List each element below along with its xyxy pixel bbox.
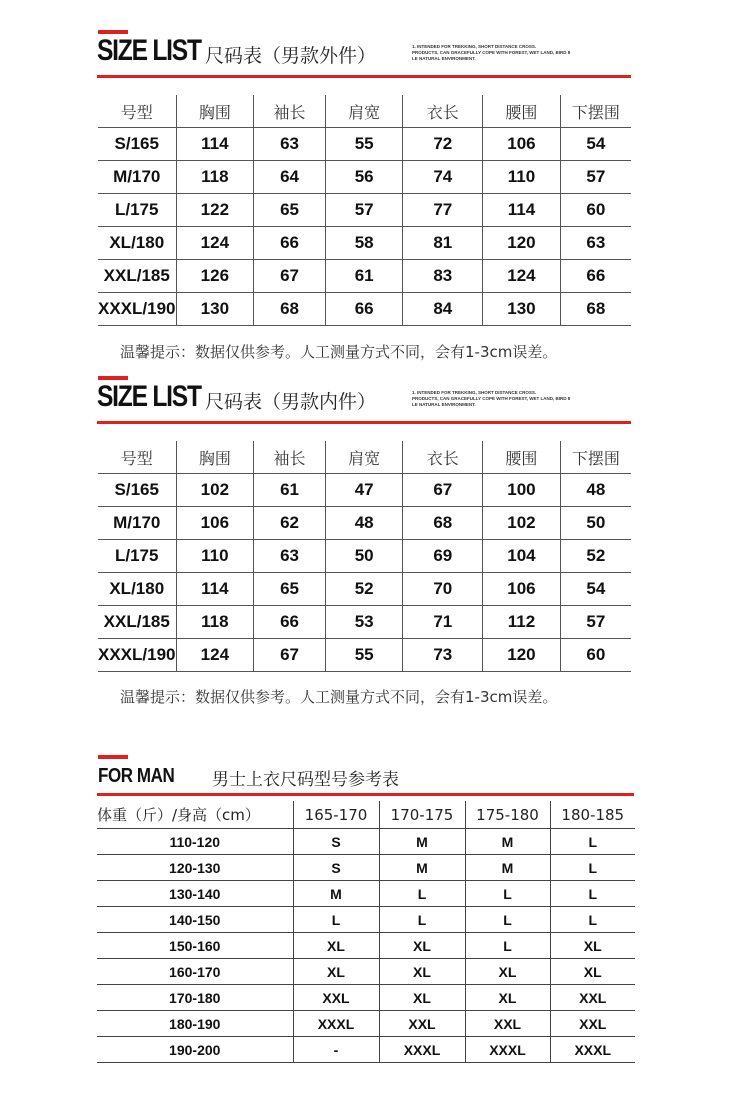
- table-cell: L: [293, 907, 379, 933]
- table-cell: 114: [176, 128, 254, 161]
- table-cell: 68: [403, 507, 483, 540]
- table-cell: XXL: [293, 985, 379, 1011]
- table-row: [97, 1037, 635, 1063]
- table-row: [98, 293, 631, 326]
- table-cell: XL: [379, 933, 465, 959]
- table-cell: L: [550, 829, 635, 855]
- header-cell: 体重（斤）/身高（cm）: [97, 801, 293, 829]
- table-cell: -: [293, 1037, 379, 1063]
- size-cell: M/170: [98, 161, 176, 194]
- table-cell: L: [550, 881, 635, 907]
- table-cell: 118: [176, 606, 254, 639]
- table-cell: 63: [560, 227, 631, 260]
- size-cell: XL/180: [98, 573, 176, 606]
- table-row: [98, 194, 631, 227]
- header-cell: 肩宽: [325, 95, 403, 128]
- table-cell: 68: [560, 293, 631, 326]
- size-cell: XL/180: [98, 227, 176, 260]
- section2-rule: [97, 421, 631, 424]
- table-row: [97, 881, 635, 907]
- table-cell: XL: [293, 959, 379, 985]
- table-cell: 118: [176, 161, 254, 194]
- section1-brand: SIZE LIST: [97, 34, 201, 67]
- table-cell: 66: [254, 227, 326, 260]
- table-cell: 61: [254, 474, 326, 507]
- table-cell: 54: [560, 128, 631, 161]
- header-cell: 腰围: [483, 95, 561, 128]
- table-cell: 126: [176, 260, 254, 293]
- table-cell: XL: [293, 933, 379, 959]
- table-cell: 48: [325, 507, 403, 540]
- table-cell: 63: [254, 540, 326, 573]
- table-cell: 73: [403, 639, 483, 672]
- table-cell: L: [379, 907, 465, 933]
- size-cell: L/175: [98, 194, 176, 227]
- size-cell: XXXL/190: [98, 293, 176, 326]
- table-cell: 69: [403, 540, 483, 573]
- size-cell: XXL/185: [98, 606, 176, 639]
- table-cell: 66: [325, 293, 403, 326]
- table-cell: 58: [325, 227, 403, 260]
- section2-size-table: [98, 441, 631, 672]
- section1-rule: [97, 75, 631, 78]
- table-cell: 84: [403, 293, 483, 326]
- table-cell: 60: [560, 194, 631, 227]
- table-cell: 72: [403, 128, 483, 161]
- table-cell: L: [465, 881, 550, 907]
- table-cell: M: [465, 855, 550, 881]
- table-cell: 62: [254, 507, 326, 540]
- table-cell: XXL: [465, 1011, 550, 1037]
- weight-cell: 130-140: [97, 881, 293, 907]
- table-cell: XXXL: [465, 1037, 550, 1063]
- header-cell: 衣长: [403, 95, 483, 128]
- table-header-row: [98, 95, 631, 128]
- table-cell: M: [379, 829, 465, 855]
- section2-brand: SIZE LIST: [97, 380, 201, 413]
- section3-rule: [97, 793, 634, 796]
- table-cell: XL: [550, 959, 635, 985]
- table-cell: 65: [254, 194, 326, 227]
- table-cell: 114: [176, 573, 254, 606]
- table-cell: 122: [176, 194, 254, 227]
- table-cell: 67: [403, 474, 483, 507]
- header-cell: 175-180: [465, 801, 550, 829]
- header-cell: 袖长: [254, 95, 326, 128]
- table-cell: 106: [483, 128, 561, 161]
- size-cell: M/170: [98, 507, 176, 540]
- table-cell: 120: [483, 227, 561, 260]
- table-cell: 52: [560, 540, 631, 573]
- table-row: [98, 639, 631, 672]
- table-row: [98, 128, 631, 161]
- size-cell: XXXL/190: [98, 639, 176, 672]
- table-cell: 102: [176, 474, 254, 507]
- table-cell: 77: [403, 194, 483, 227]
- table-cell: 56: [325, 161, 403, 194]
- table-cell: 130: [483, 293, 561, 326]
- table-cell: 112: [483, 606, 561, 639]
- table-cell: M: [379, 855, 465, 881]
- table-row: [98, 227, 631, 260]
- header-cell: 腰围: [483, 441, 561, 474]
- table-cell: 74: [403, 161, 483, 194]
- section2-fineprint: 1. INTENDED FOR TREKKING, SHORT DISTANCE CROSS. PRODUCTS, CAN GRACEFULLY COPE WITH FOREST, WET LAND, BIRD 8 LE NATURAL ENVIRONMENT.: [412, 390, 571, 407]
- table-row: [97, 907, 635, 933]
- table-row: [98, 161, 631, 194]
- table-row: [97, 959, 635, 985]
- header-cell: 袖长: [254, 441, 326, 474]
- header-cell: 号型: [98, 95, 176, 128]
- table-cell: S: [293, 855, 379, 881]
- table-row: [98, 606, 631, 639]
- weight-cell: 160-170: [97, 959, 293, 985]
- table-cell: 130: [176, 293, 254, 326]
- section1-fineprint: 1. INTENDED FOR TREKKING, SHORT DISTANCE CROSS. PRODUCTS, CAN GRACEFULLY COPE WITH FOREST, WET LAND, BIRD 8 LE NATURAL ENVIRONMENT.: [412, 44, 571, 61]
- table-cell: 67: [254, 260, 326, 293]
- header-cell: 胸围: [176, 441, 254, 474]
- section3-accent-tick: [98, 755, 128, 759]
- table-cell: L: [550, 907, 635, 933]
- table-cell: 57: [325, 194, 403, 227]
- table-cell: 70: [403, 573, 483, 606]
- table-cell: 57: [560, 161, 631, 194]
- header-cell: 胸围: [176, 95, 254, 128]
- table-cell: 48: [560, 474, 631, 507]
- table-row: [97, 1011, 635, 1037]
- table-cell: 57: [560, 606, 631, 639]
- table-header-row: [97, 801, 635, 829]
- table-cell: 66: [254, 606, 326, 639]
- table-cell: 50: [325, 540, 403, 573]
- table-cell: 55: [325, 639, 403, 672]
- table-cell: 110: [176, 540, 254, 573]
- table-cell: 63: [254, 128, 326, 161]
- table-cell: 61: [325, 260, 403, 293]
- table-cell: XL: [465, 959, 550, 985]
- section2-hint: 温馨提示：数据仅供参考。人工测量方式不同，会有1-3cm误差。: [120, 688, 558, 706]
- section3-size-guide-table: [97, 801, 635, 1063]
- table-cell: M: [293, 881, 379, 907]
- table-cell: XXL: [550, 985, 635, 1011]
- table-cell: 53: [325, 606, 403, 639]
- table-row: [97, 829, 635, 855]
- table-header-row: [98, 441, 631, 474]
- table-cell: 60: [560, 639, 631, 672]
- table-cell: 106: [176, 507, 254, 540]
- table-row: [98, 540, 631, 573]
- header-cell: 号型: [98, 441, 176, 474]
- table-cell: XL: [550, 933, 635, 959]
- table-cell: L: [465, 933, 550, 959]
- size-cell: L/175: [98, 540, 176, 573]
- table-cell: 68: [254, 293, 326, 326]
- section1-hint: 温馨提示：数据仅供参考。人工测量方式不同，会有1-3cm误差。: [120, 343, 558, 361]
- table-row: [97, 855, 635, 881]
- table-cell: XL: [379, 959, 465, 985]
- table-cell: 64: [254, 161, 326, 194]
- header-cell: 165-170: [293, 801, 379, 829]
- section1-subtitle: 尺码表（男款外件）: [205, 45, 377, 67]
- table-row: [97, 985, 635, 1011]
- table-cell: XXXL: [550, 1037, 635, 1063]
- header-cell: 下摆围: [560, 441, 631, 474]
- weight-cell: 170-180: [97, 985, 293, 1011]
- header-cell: 下摆围: [560, 95, 631, 128]
- table-cell: 67: [254, 639, 326, 672]
- table-cell: XL: [465, 985, 550, 1011]
- table-cell: XXXL: [293, 1011, 379, 1037]
- table-cell: 47: [325, 474, 403, 507]
- table-cell: 55: [325, 128, 403, 161]
- table-cell: 52: [325, 573, 403, 606]
- section2-subtitle: 尺码表（男款内件）: [205, 391, 377, 413]
- header-cell: 170-175: [379, 801, 465, 829]
- table-cell: 65: [254, 573, 326, 606]
- table-row: [98, 573, 631, 606]
- section3-subtitle: 男士上衣尺码型号参考表: [212, 770, 399, 790]
- table-cell: L: [550, 855, 635, 881]
- header-cell: 衣长: [403, 441, 483, 474]
- table-row: [98, 474, 631, 507]
- table-cell: XXL: [379, 1011, 465, 1037]
- weight-cell: 140-150: [97, 907, 293, 933]
- weight-cell: 120-130: [97, 855, 293, 881]
- table-cell: S: [293, 829, 379, 855]
- table-cell: 104: [483, 540, 561, 573]
- table-cell: 106: [483, 573, 561, 606]
- table-cell: L: [379, 881, 465, 907]
- table-cell: 100: [483, 474, 561, 507]
- table-cell: 50: [560, 507, 631, 540]
- table-cell: 81: [403, 227, 483, 260]
- size-cell: XXL/185: [98, 260, 176, 293]
- table-cell: XXXL: [379, 1037, 465, 1063]
- header-cell: 180-185: [550, 801, 635, 829]
- table-cell: XL: [379, 985, 465, 1011]
- table-cell: L: [465, 907, 550, 933]
- weight-cell: 180-190: [97, 1011, 293, 1037]
- table-cell: 83: [403, 260, 483, 293]
- table-cell: M: [465, 829, 550, 855]
- header-cell: 肩宽: [325, 441, 403, 474]
- table-row: [98, 507, 631, 540]
- table-cell: 114: [483, 194, 561, 227]
- weight-cell: 150-160: [97, 933, 293, 959]
- table-cell: 54: [560, 573, 631, 606]
- table-cell: 124: [176, 227, 254, 260]
- table-cell: 124: [176, 639, 254, 672]
- section1-size-table: [98, 95, 631, 326]
- table-cell: 102: [483, 507, 561, 540]
- table-row: [98, 260, 631, 293]
- table-row: [97, 933, 635, 959]
- table-cell: 71: [403, 606, 483, 639]
- size-cell: S/165: [98, 474, 176, 507]
- table-cell: XXL: [550, 1011, 635, 1037]
- table-cell: 66: [560, 260, 631, 293]
- weight-cell: 190-200: [97, 1037, 293, 1063]
- size-cell: S/165: [98, 128, 176, 161]
- table-cell: 120: [483, 639, 561, 672]
- table-cell: 124: [483, 260, 561, 293]
- table-cell: 110: [483, 161, 561, 194]
- weight-cell: 110-120: [97, 829, 293, 855]
- section3-brand: FOR MAN: [98, 765, 175, 787]
